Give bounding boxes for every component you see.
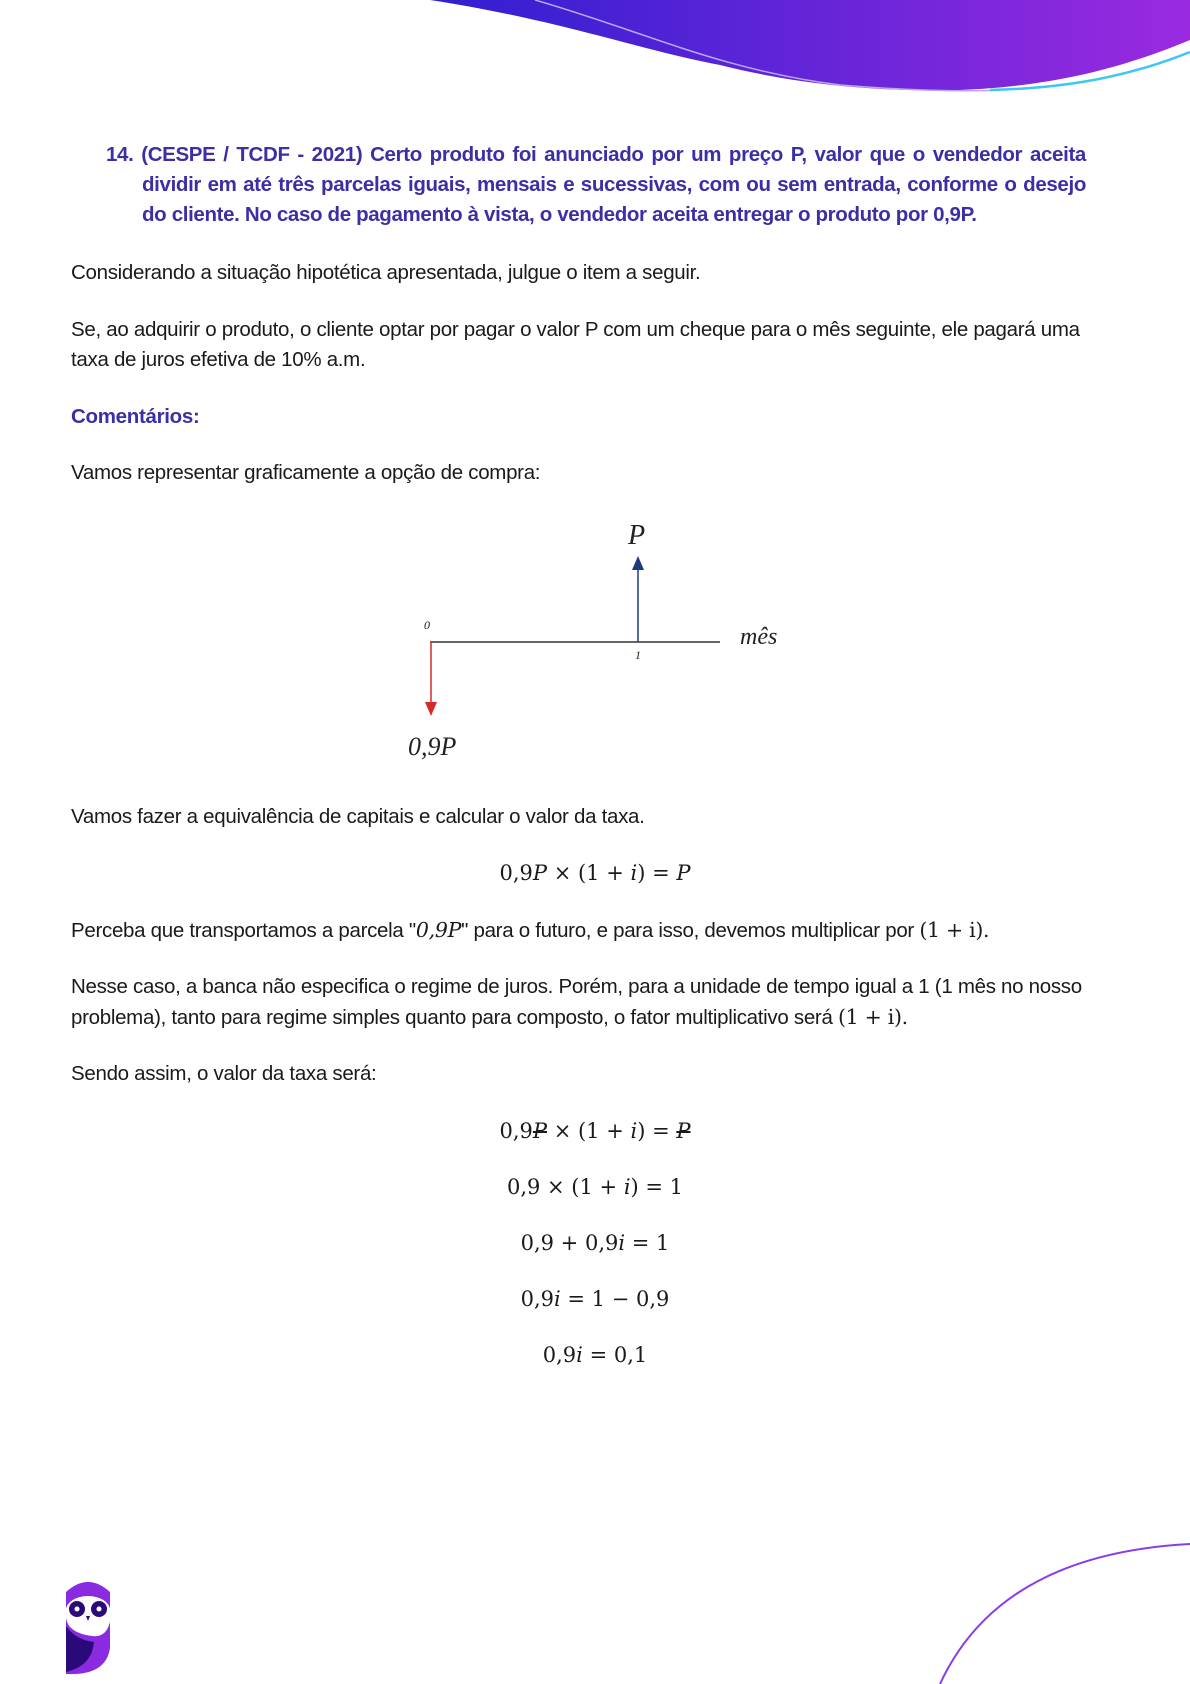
comments-title: Comentários:	[71, 405, 200, 428]
tick-1-label: 1	[635, 648, 641, 662]
equation-main: 0,9P × (1 + i) = P	[499, 861, 691, 885]
axis-label-month: mês	[740, 624, 778, 650]
question-number: 14.	[106, 143, 134, 166]
cash-flow-diagram	[380, 520, 800, 770]
diagram-intro: Vamos representar graficamente a opção de compra:	[71, 461, 541, 484]
future-value-label: P	[628, 520, 646, 551]
equation-step-1: 0,9P × (1 + i) = P	[499, 1119, 691, 1143]
equation-step-2: 0,9 × (1 + i) = 1	[506, 1175, 684, 1199]
footer-arc-decoration	[890, 1534, 1190, 1684]
header-wave-decoration	[0, 0, 1190, 110]
equation-step-3: 0,9 + 0,9i = 1	[520, 1231, 670, 1255]
present-value-label: 0,9P	[408, 732, 457, 761]
tick-0-label: 0	[424, 618, 430, 632]
owl-logo-icon	[62, 1578, 114, 1676]
note-paragraph: Perceba que transportamos a parcela "0,9P" para o futuro, e para isso, devemos multiplicar por (1 + i).	[71, 918, 990, 942]
equation-step-4: 0,9i = 1 − 0,9	[520, 1287, 670, 1311]
conclusion-intro: Sendo assim, o valor da taxa será:	[71, 1062, 377, 1085]
equivalence-intro: Vamos fazer a equivalência de capitais e calcular o valor da taxa.	[71, 805, 645, 828]
question-statement	[106, 140, 1086, 230]
question-text: (CESPE / TCDF - 2021) Certo produto foi anunciado por um preço P, valor que o vendedor aceita dividir em até três parcelas iguais, mensais e sucessivas, com ou sem entrada, conforme o desejo do cliente. No caso de pagamento à vista, o vendedor aceita entregar o produto por 0,9P.	[141, 143, 1086, 226]
equation-step-5: 0,9i = 0,1	[542, 1343, 648, 1367]
intro-paragraph: Considerando a situação hipotética apresentada, julgue o item a seguir.	[71, 261, 701, 284]
item-paragraph: Se, ao adquirir o produto, o cliente optar por pagar o valor P com um cheque para o mês seguinte, ele pagará uma taxa de juros efetiva de 10% a.m.	[71, 318, 1080, 371]
regime-paragraph: Nesse caso, a banca não especifica o regime de juros. Porém, para a unidade de tempo igual a 1 (1 mês no nosso problema), tanto para regime simples quanto para composto, o fator multiplicativo será (1 + i).	[71, 975, 1082, 1029]
